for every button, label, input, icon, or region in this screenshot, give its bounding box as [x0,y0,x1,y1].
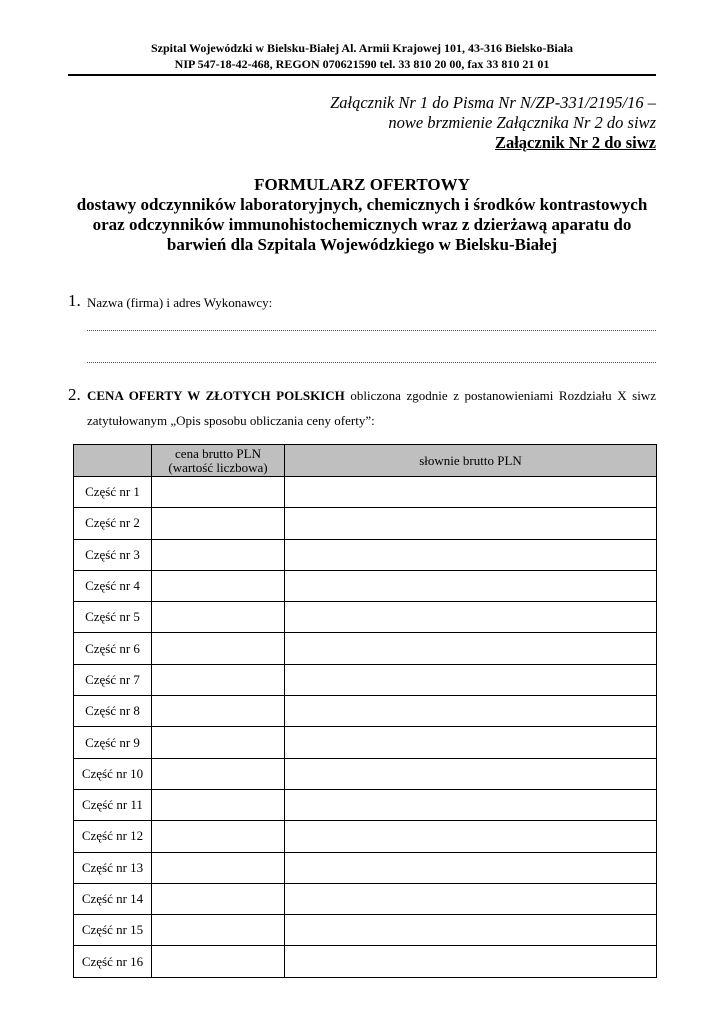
table-row [74,664,657,695]
contractor-address-field[interactable] [87,362,656,363]
part-label: Część nr 12 [74,821,152,852]
table-row [74,696,657,727]
part-label: Część nr 7 [74,664,152,695]
gross-words-input[interactable] [285,539,657,570]
gross-words-input[interactable] [285,883,657,914]
gross-words-input[interactable] [285,477,657,508]
gross-words-input[interactable] [285,602,657,633]
gross-price-input[interactable] [152,664,285,695]
part-label: Część nr 5 [74,602,152,633]
contractor-name-field[interactable] [87,330,656,331]
part-label: Część nr 11 [74,789,152,820]
price-table [73,444,657,978]
table-row [74,727,657,758]
section-2-label-bold: CENA OFERTY W ZŁOTYCH POLSKICH [87,388,345,403]
table-row [74,508,657,539]
gross-words-input[interactable] [285,915,657,946]
price-table-header [74,445,657,477]
table-row [74,883,657,914]
gross-words-input[interactable] [285,946,657,977]
gross-words-input[interactable] [285,508,657,539]
table-row [74,602,657,633]
gross-price-input[interactable] [152,821,285,852]
gross-price-input[interactable] [152,727,285,758]
gross-price-input[interactable] [152,789,285,820]
attachment-ref-line1: Załącznik Nr 1 do Pisma Nr N/ZP-331/2195/16 – [330,93,656,112]
gross-price-input[interactable] [152,539,285,570]
part-label: Część nr 9 [74,727,152,758]
gross-price-input[interactable] [152,883,285,914]
table-row [74,633,657,664]
gross-words-input[interactable] [285,633,657,664]
gross-words-input[interactable] [285,789,657,820]
gross-price-input[interactable] [152,915,285,946]
part-label: Część nr 10 [74,758,152,789]
part-label: Część nr 2 [74,508,152,539]
hospital-address: Szpital Wojewódzki w Bielsku-Białej Al. Armii Krajowej 101, 43-316 Bielsko-Biała [150,41,574,55]
table-row [74,821,657,852]
section-2-label-rest: obliczona zgodnie z postanowieniami Rozdziału X siwz [344,388,656,403]
header-gross-words: słownie brutto PLN [285,445,657,477]
gross-price-input[interactable] [152,508,285,539]
section-1-label: Nazwa (firma) i adres Wykonawcy: [87,295,273,310]
gross-price-input[interactable] [152,852,285,883]
gross-words-input[interactable] [285,758,657,789]
section-1-number: 1. [68,291,81,310]
table-row [74,477,657,508]
gross-price-input[interactable] [152,758,285,789]
table-row [74,539,657,570]
part-label: Część nr 1 [74,477,152,508]
gross-price-input[interactable] [152,946,285,977]
attachment-title: Załącznik Nr 2 do siwz [494,133,656,152]
gross-price-input[interactable] [152,570,285,601]
section-2-label-line2: zatytułowanym „Opis sposobu obliczania ceny oferty”: [87,413,375,428]
table-row [74,789,657,820]
gross-price-input[interactable] [152,633,285,664]
form-title-line2: oraz odczynników immunohistochemicznych wraz z dzierżawą aparatu do [92,215,632,234]
part-label: Część nr 15 [74,915,152,946]
table-row [74,915,657,946]
table-row [74,758,657,789]
table-row [74,852,657,883]
table-row [74,570,657,601]
part-label: Część nr 3 [74,539,152,570]
part-label: Część nr 14 [74,883,152,914]
part-label: Część nr 8 [74,696,152,727]
header-divider [68,74,656,76]
section-2-label [87,388,656,404]
form-title-line1: dostawy odczynników laboratoryjnych, chemicznych i środków kontrastowych [76,195,648,214]
gross-words-input[interactable] [285,727,657,758]
header-gross-price [152,445,285,477]
part-label: Część nr 13 [74,852,152,883]
gross-price-input[interactable] [152,602,285,633]
hospital-contact: NIP 547-18-42-468, REGON 070621590 tel. 33 810 20 00, fax 33 810 21 01 [174,57,550,71]
attachment-ref-line2: nowe brzmienie Załącznika Nr 2 do siwz [388,113,656,132]
section-2-number: 2. [68,385,81,404]
gross-words-input[interactable] [285,570,657,601]
form-title-line3: barwień dla Szpitala Wojewódzkiego w Bielsku-Białej [166,235,558,254]
header-empty-cell [74,445,152,477]
form-title-main: FORMULARZ OFERTOWY [254,175,470,194]
part-label: Część nr 6 [74,633,152,664]
gross-words-input[interactable] [285,852,657,883]
form-title [68,175,656,255]
gross-words-input[interactable] [285,664,657,695]
part-label: Część nr 4 [74,570,152,601]
gross-price-input[interactable] [152,477,285,508]
header-gross-price-label: cena brutto PLN (wartość liczbowa) [168,445,268,475]
part-label: Część nr 16 [74,946,152,977]
gross-words-input[interactable] [285,696,657,727]
gross-words-input[interactable] [285,821,657,852]
table-row [74,946,657,977]
gross-price-input[interactable] [152,696,285,727]
